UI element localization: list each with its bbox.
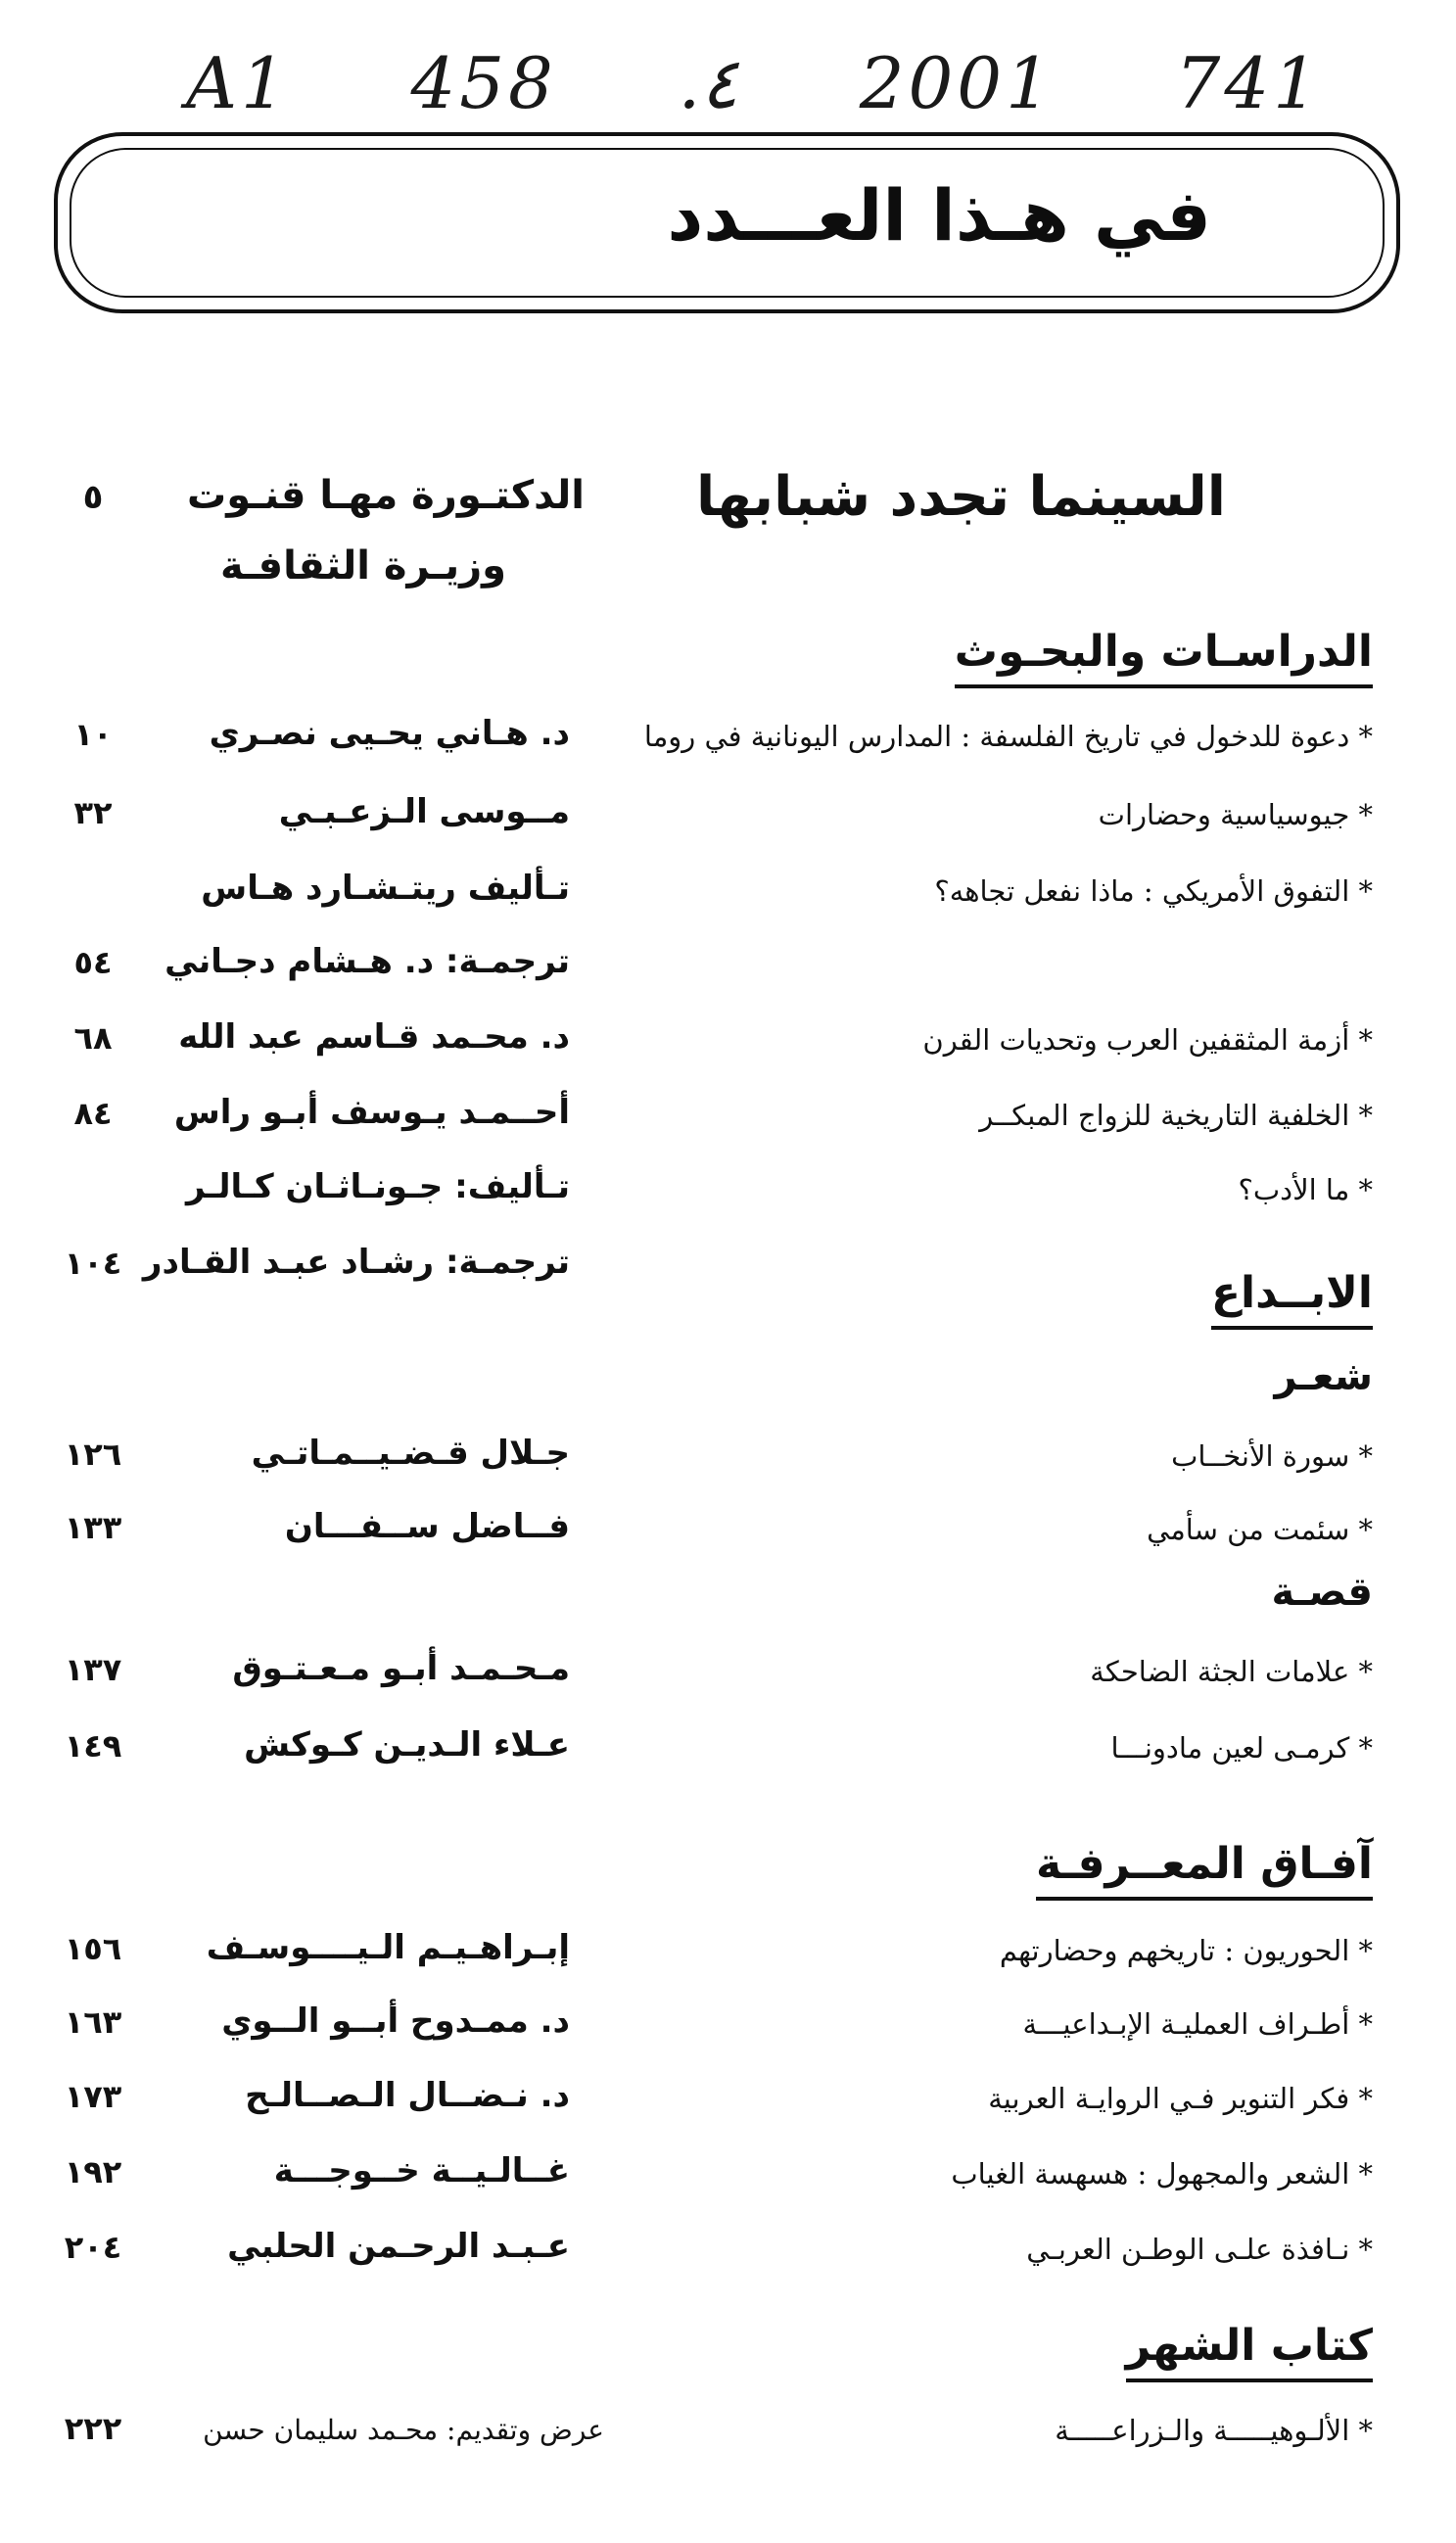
article-title: * نـافذة علـى الوطـن العربـي — [1026, 2233, 1373, 2266]
toc-row — [0, 1093, 1456, 1157]
article-title: * أزمة المثقفين العرب وتحديات القرن — [922, 1023, 1373, 1057]
article-title: * الحوريون : تاريخهم وحضارتهم — [999, 1934, 1373, 1967]
page-number: ١٢٦ — [64, 1436, 122, 1473]
page-number: ٥٤ — [73, 944, 113, 981]
subsection-heading-poetry: شعـر — [1274, 1354, 1373, 1399]
toc-row — [0, 869, 1456, 933]
article-author: د. نـضــال الـصــالـح — [245, 2076, 570, 2115]
page-number: ١٠ — [73, 716, 113, 753]
page-number: ١٤٩ — [64, 1727, 122, 1765]
article-author: د. محـمد قـاسم عبد الله — [178, 1017, 570, 1057]
article-author: غــالـيــة خــوجـــة — [273, 2151, 570, 2190]
toc-row — [0, 2151, 1456, 2216]
lead-article-page: ٥ — [82, 478, 104, 517]
article-title: * التفوق الأمريكي : ماذا نفعل تجاهه؟ — [934, 874, 1373, 908]
article-author: د. ممـدوح أبــو الــوي — [221, 2001, 570, 2041]
page-number: ١٦٣ — [64, 2003, 122, 2041]
article-title: * الألـوهيـــــة والـزراعـــــة — [1055, 2414, 1373, 2447]
article-author: تـأليف ريتـشـارد هـاس — [201, 869, 570, 908]
article-author: أحــمـد يـوسف أبـو راس — [173, 1093, 570, 1132]
section-heading-studies: الدراسـات والبحـوث — [955, 627, 1373, 688]
page-number: ١٩٢ — [64, 2153, 122, 2190]
handwritten-code-part: 458 — [410, 42, 557, 124]
toc-row — [0, 714, 1456, 778]
article-title: * أطـراف العمليـة الإبـداعيـــة — [1022, 2007, 1373, 2041]
article-title: * كرمـى لعين مادونـــا — [1110, 1731, 1373, 1765]
article-title: * سئمت من سأمي — [1147, 1513, 1373, 1546]
toc-row — [0, 1649, 1456, 1714]
section-heading-book-of-month: كتاب الشهر — [1126, 2321, 1373, 2382]
page-number: ١٧٣ — [64, 2078, 122, 2115]
handwritten-reference-code — [186, 29, 1322, 137]
article-translator: ترجمـة: رشـاد عبـد القـادر — [142, 1243, 570, 1282]
page-title: في هـذا العـــدد — [667, 174, 1211, 257]
article-title: * الخلفية التاريخية للزواج المبكــر — [979, 1099, 1373, 1132]
page-number: ٨٤ — [73, 1095, 113, 1132]
page-number: ١٥٦ — [64, 1930, 122, 1967]
toc-row — [0, 2076, 1456, 2141]
page-number: ٦٨ — [73, 1019, 113, 1057]
article-reviewer: عرض وتقديم: محـمد سليمان حسن — [203, 2414, 604, 2446]
article-title: * ما الأدب؟ — [1238, 1173, 1373, 1206]
article-title: * جيوسياسية وحضارات — [1098, 798, 1373, 831]
handwritten-code-part: 2001 — [859, 42, 1055, 124]
article-author: جـلال قـضـيــمـاتـي — [251, 1434, 570, 1473]
article-translator: ترجمـة: د. هـشام دجـاني — [164, 942, 570, 981]
lead-article-author: الدكتـورة مهـا قنـوت — [187, 473, 585, 518]
article-author: إبـراهـيـم الـيــــوسـف — [206, 1928, 570, 1967]
toc-row — [0, 2227, 1456, 2291]
toc-row — [0, 1928, 1456, 1993]
page-number: ٢٠٤ — [64, 2229, 122, 2266]
article-title: * دعوة للدخول في تاريخ الفلسفة : المدارس اليونانية في روما — [643, 720, 1373, 753]
article-title: * علامات الجثة الضاحكة — [1090, 1655, 1373, 1688]
article-author: مــوسى الـزعـبـي — [278, 792, 570, 831]
article-title: * فكر التنوير فـي الروايـة العربية — [988, 2082, 1373, 2115]
article-author: عـبـد الرحـمن الحلبي — [227, 2227, 570, 2266]
toc-row — [0, 2001, 1456, 2066]
lead-article-author-role: وزيـرة الثقافـة — [220, 543, 506, 589]
section-heading-creativity: الابــداع — [1211, 1268, 1373, 1330]
page-number: ٣٢ — [73, 794, 113, 831]
page-number: ١٣٧ — [64, 1651, 122, 1688]
section-heading-horizons: آفـاق المعــرفـة — [1036, 1839, 1373, 1901]
toc-row — [0, 942, 1456, 1007]
toc-row — [0, 1434, 1456, 1498]
article-title: * الشعر والمجهول : هسهسة الغياب — [951, 2157, 1373, 2190]
article-author: عـلاء الـديـن كـوكش — [244, 1725, 570, 1765]
article-title: * سورة الأنخــاب — [1171, 1439, 1373, 1473]
page-number: ١٣٣ — [64, 1509, 122, 1546]
article-author: مـحـمـد أبـو مـعـتـوق — [232, 1649, 570, 1688]
toc-row — [0, 792, 1456, 857]
toc-row — [0, 2410, 1456, 2472]
page-number: ٢٢٢ — [64, 2410, 122, 2447]
handwritten-code-part: 741 — [1175, 42, 1322, 124]
toc-row — [0, 1725, 1456, 1790]
toc-row — [0, 1167, 1456, 1232]
handwritten-code-part: .٤ — [678, 42, 739, 124]
handwritten-code-part: A1 — [186, 42, 290, 124]
toc-row — [0, 1017, 1456, 1082]
article-author: تـأليف: جـونـاثـان كـالـر — [185, 1167, 570, 1206]
lead-article-title: السينما تجدد شبابها — [696, 465, 1226, 529]
article-author: فــاضل ســفـــان — [284, 1507, 570, 1546]
subsection-heading-story: قصـة — [1271, 1570, 1373, 1615]
toc-row — [0, 1507, 1456, 1572]
page-number: ١٠٤ — [64, 1245, 122, 1282]
article-author: د. هـاني يحـيى نصـري — [209, 714, 570, 753]
